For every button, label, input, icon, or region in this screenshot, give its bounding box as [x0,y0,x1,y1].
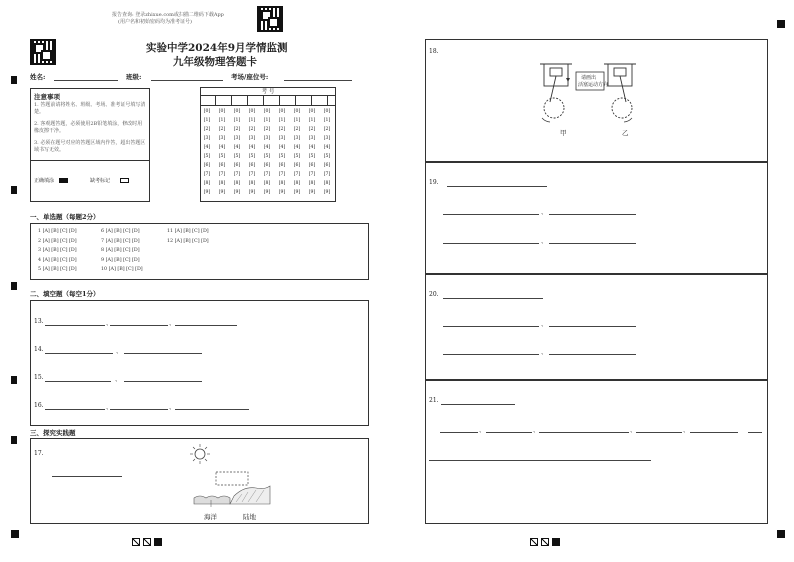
q17-blank-1[interactable] [52,476,122,477]
q16-sep-1: 、 [106,404,113,411]
exam-digit-bubble[interactable]: [8] [218,181,226,186]
page-mark-icon [154,538,162,546]
q21-blank-8[interactable] [429,460,651,461]
exam-digit-bubble[interactable]: [9] [203,190,211,195]
exam-digit-bubble[interactable]: [8] [323,181,331,186]
exam-digit-bubble[interactable]: [0] [278,109,286,114]
exam-digit-bubble[interactable]: [2] [308,127,316,132]
notice-line-1: 报告查询: 登录zhixue.com或扫描二维码下载App [112,12,224,18]
q13-sep-2: 、 [169,320,176,327]
q19-sep-2: 、 [541,238,548,245]
exam-digit-bubble[interactable]: [5] [203,154,211,159]
question-20-number: 20. [429,291,439,298]
choice-item-4[interactable]: 4 [A] [B] [C] [D] [38,257,77,263]
room-seat-label: 考场/座位号: [231,73,269,81]
alignment-mark [11,282,17,290]
q15-blank-2[interactable] [124,381,202,382]
choice-item-8[interactable]: 8 [A] [B] [C] [D] [101,248,140,253]
exam-digit-bubble[interactable]: [0] [263,109,271,114]
exam-digit-bubble[interactable]: [5] [323,154,331,159]
correct-fill-legend [34,178,71,185]
exam-digit-bubble[interactable]: [7] [308,172,316,177]
exam-digit-bubble[interactable]: [1] [323,118,331,123]
exam-number-column [307,107,317,197]
exam-number-column [277,107,287,197]
land-label: 陆地 [243,513,256,521]
exam-digit-bubble[interactable]: [5] [308,154,316,159]
q16-sep-2: 、 [169,404,176,411]
exam-digit-bubble[interactable]: [2] [323,127,331,132]
exam-digit-bubble[interactable]: [6] [248,163,256,168]
exam-title: 实验中学2024年9月学情监测 [146,42,288,54]
exam-digit-bubble[interactable]: [0] [218,109,226,114]
exam-digit-bubble[interactable]: [2] [203,127,211,132]
exam-digit-bubble[interactable]: [8] [248,181,256,186]
exam-digit-bubble[interactable]: [4] [323,145,331,150]
page-mark-icon [143,538,151,546]
exam-digit-bubble[interactable]: [2] [278,127,286,132]
correct-fill-label: 正确填涂 [34,178,55,184]
exam-digit-bubble[interactable]: [7] [293,172,301,177]
question-15-number: 15. [34,374,44,381]
exam-digit-bubble[interactable]: [5] [248,154,256,159]
exam-digit-bubble[interactable]: [8] [308,181,316,186]
question-18-number: 18. [429,48,439,55]
exam-digit-bubble[interactable]: [0] [233,109,241,114]
question-16-number: 16. [34,402,44,409]
page-mark-icon [552,538,560,546]
choice-item-10[interactable]: 10 [A] [B] [C] [D] [101,267,143,272]
app-qr-code [257,6,283,32]
exam-number-column [322,107,332,197]
exam-digit-bubble[interactable]: [8] [263,181,271,186]
q21-sep-3: 、 [630,427,637,434]
exam-number-column [262,107,272,197]
exam-digit-bubble[interactable]: [6] [278,163,286,168]
q19-blank-1[interactable] [447,186,547,187]
choice-item-5[interactable]: 5 [A] [B] [C] [D] [38,267,77,272]
alignment-mark [11,436,17,444]
exam-digit-bubble[interactable]: [3] [218,136,226,141]
q21-sep-4: 、 [683,427,690,434]
exam-digit-bubble[interactable]: [1] [233,118,241,123]
fill-blank-heading: 二、填空题（每空1分） [30,290,100,298]
exam-number-entry-row[interactable] [200,96,336,106]
q13-blank-2[interactable] [110,325,168,326]
q20-blank-1[interactable] [443,298,543,299]
exam-number-title: 考 号 [200,87,336,96]
q20-blank-5[interactable] [549,354,636,355]
q16-blank-2[interactable] [110,409,168,410]
exam-digit-bubble[interactable]: [4] [278,145,286,150]
question-13-number: 13. [34,318,44,325]
filled-box-icon [59,178,68,183]
notice-line-2: (用户名和初始密码均为准考证号) [118,19,192,25]
notes-divider [30,160,150,161]
exam-digit-bubble[interactable]: [3] [293,136,301,141]
q20-sep-2: 、 [541,349,548,356]
inquiry-heading: 三、探究实践题 [30,429,76,437]
exam-digit-bubble[interactable]: [5] [293,154,301,159]
exam-digit-bubble[interactable]: [7] [233,172,241,177]
exam-digit-bubble[interactable]: [1] [308,118,316,123]
page-mark-icon [132,538,140,546]
exam-digit-bubble[interactable]: [9] [293,190,301,195]
sea-label: 海洋 [204,513,217,521]
absent-checkbox[interactable] [120,178,129,183]
q21-blank-1[interactable] [441,404,515,405]
fill-blank-box [30,300,369,426]
exam-digit-bubble[interactable]: [8] [293,181,301,186]
q16-blank-3[interactable] [175,409,249,410]
exam-digit-bubble[interactable]: [1] [218,118,226,123]
exam-digit-bubble[interactable]: [1] [293,118,301,123]
q20-box [425,274,768,380]
choice-item-3[interactable]: 3 [A] [B] [C] [D] [38,248,77,253]
notes-item-1: 1. 答题前请将姓名、班级、考场、准考证号填写清楚。 [34,102,146,115]
q19-blank-5[interactable] [549,243,636,244]
choice-item-7[interactable]: 7 [A] [B] [C] [D] [101,238,140,244]
choice-item-1[interactable]: 1 [A] [B] [C] [D] [38,229,77,234]
engine-stroke-figure [536,56,646,140]
choice-item-6[interactable]: 6 [A] [B] [C] [D] [101,229,140,234]
name-field[interactable] [54,80,118,81]
exam-digit-bubble[interactable]: [2] [263,127,271,132]
q14-blank-1[interactable] [45,353,113,354]
q19-blank-4[interactable] [443,243,539,244]
q21-blank-6[interactable] [690,432,738,433]
exam-digit-bubble[interactable]: [5] [263,154,271,159]
q14-sep-1: 、 [116,348,123,355]
exam-digit-bubble[interactable]: [9] [248,190,256,195]
exam-digit-bubble[interactable]: [6] [218,163,226,168]
exam-digit-bubble[interactable]: [6] [263,163,271,168]
name-label: 姓名: [30,73,46,81]
exam-digit-bubble[interactable]: [9] [263,190,271,195]
q21-blank-4[interactable] [539,432,629,433]
q20-blank-3[interactable] [549,326,636,327]
exam-digit-bubble[interactable]: [7] [203,172,211,177]
sun-icon [190,444,210,464]
exam-digit-bubble[interactable]: [5] [218,154,226,159]
exam-number-column [202,107,212,197]
alignment-mark [11,530,19,538]
q19-sep-1: 、 [541,209,548,216]
question-19-number: 19. [429,179,439,186]
exam-digit-bubble[interactable]: [2] [248,127,256,132]
page-mark-icon [541,538,549,546]
choice-item-11[interactable]: 11 [A] [B] [C] [D] [167,229,209,234]
exam-digit-bubble[interactable]: [6] [233,163,241,168]
exam-digit-bubble[interactable]: [2] [293,127,301,132]
q21-blank-2[interactable] [440,432,478,433]
page-mark-icon [530,538,538,546]
q19-blank-3[interactable] [549,214,636,215]
absent-mark-legend [90,178,132,185]
sea-surface [194,496,230,504]
q20-sep-1: 、 [541,321,548,328]
page-marks-right [530,531,563,550]
exam-digit-bubble[interactable]: [3] [233,136,241,141]
class-label: 班级: [126,73,142,81]
q21-blank-7[interactable] [748,432,762,433]
exam-number-column [217,107,227,197]
exam-digit-bubble[interactable]: [3] [263,136,271,141]
exam-digit-bubble[interactable]: [0] [308,109,316,114]
q21-sep-2: 、 [533,427,540,434]
exam-digit-bubble[interactable]: [9] [218,190,226,195]
exam-digit-bubble[interactable]: [1] [263,118,271,123]
exam-digit-bubble[interactable]: [2] [218,127,226,132]
exam-digit-bubble[interactable]: [4] [293,145,301,150]
exam-digit-bubble[interactable]: [0] [323,109,331,114]
exam-digit-bubble[interactable]: [9] [278,190,286,195]
exam-digit-bubble[interactable]: [6] [203,163,211,168]
exam-digit-bubble[interactable]: [3] [278,136,286,141]
q20-blank-2[interactable] [443,326,539,327]
exam-digit-bubble[interactable]: [1] [278,118,286,123]
choice-item-12[interactable]: 12 [A] [B] [C] [D] [167,238,209,244]
answer-card-title: 九年级物理答题卡 [173,56,257,68]
exam-digit-bubble[interactable]: [7] [248,172,256,177]
single-choice-heading: 一、单选题（每题2分） [30,213,100,221]
exam-number-column [292,107,302,197]
exam-digit-bubble[interactable]: [0] [203,109,211,114]
q21-box [425,380,768,524]
exam-digit-bubble[interactable]: [7] [323,172,331,177]
alignment-mark [11,376,17,384]
exam-digit-bubble[interactable]: [8] [233,181,241,186]
q13-blank-3[interactable] [175,325,237,326]
exam-digit-bubble[interactable]: [2] [233,127,241,132]
alignment-mark [11,76,17,84]
exam-digit-bubble[interactable]: [3] [308,136,316,141]
exam-number-column [247,107,257,197]
absent-mark-label: 缺考标记 [90,178,111,184]
question-14-number: 14. [34,346,44,353]
piston-box-text-1: 请画出 [581,75,597,81]
exam-digit-bubble[interactable]: [0] [293,109,301,114]
land-hill [230,486,270,504]
notes-title: 注意事项 [34,93,60,101]
q21-blank-3[interactable] [486,432,532,433]
engine-label-left: 甲 [560,129,567,137]
wind-direction-box[interactable] [216,472,248,485]
exam-digit-bubble[interactable]: [7] [218,172,226,177]
exam-digit-bubble[interactable]: [4] [218,145,226,150]
notes-item-2: 2. 客观题答题，必须使用2B铅笔填涂，修改时用橡皮擦干净。 [34,121,143,134]
exam-digit-bubble[interactable]: [5] [233,154,241,159]
q21-blank-5[interactable] [636,432,682,433]
alignment-mark [777,20,785,28]
q15-blank-1[interactable] [45,381,111,382]
exam-digit-bubble[interactable]: [9] [323,190,331,195]
room-seat-field[interactable] [284,80,352,81]
cylinder-right [604,64,636,122]
exam-digit-bubble[interactable]: [7] [263,172,271,177]
student-qr-code [30,39,56,65]
exam-digit-bubble[interactable]: [8] [278,181,286,186]
exam-digit-bubble[interactable]: [6] [293,163,301,168]
exam-digit-bubble[interactable]: [4] [308,145,316,150]
exam-digit-bubble[interactable]: [0] [248,109,256,114]
q14-blank-2[interactable] [124,353,202,354]
exam-number-column [232,107,242,197]
piston-box-text-2: 活塞运动方向 [578,82,609,88]
exam-digit-bubble[interactable]: [9] [233,190,241,195]
exam-digit-bubble[interactable]: [1] [248,118,256,123]
choice-item-9[interactable]: 9 [A] [B] [C] [D] [101,257,140,263]
engine-label-right: 乙 [622,129,629,137]
exam-digit-bubble[interactable]: [6] [308,163,316,168]
choice-item-2[interactable]: 2 [A] [B] [C] [D] [38,238,77,244]
exam-digit-bubble[interactable]: [5] [278,154,286,159]
exam-digit-bubble[interactable]: [7] [278,172,286,177]
page-marks-left [132,531,165,550]
q13-blank-1[interactable] [45,325,105,326]
q15-sep-1: 、 [115,376,122,383]
q20-blank-4[interactable] [443,354,539,355]
class-field[interactable] [151,80,223,81]
question-21-number: 21. [429,397,439,404]
q13-sep-1: 、 [106,320,113,327]
exam-digit-bubble[interactable]: [1] [203,118,211,123]
q19-box [425,162,768,274]
alignment-mark [777,530,785,538]
exam-digit-bubble[interactable]: [8] [203,181,211,186]
exam-digit-bubble[interactable]: [3] [203,136,211,141]
exam-digit-bubble[interactable]: [4] [248,145,256,150]
q21-sep-1: 、 [479,427,486,434]
q19-blank-2[interactable] [443,214,539,215]
cylinder-left [540,64,572,122]
sea-land-breeze-figure [184,442,274,510]
notes-item-3: 3. 必须在题号对应的答题区域内作答，超出答题区域书写无效。 [34,140,146,153]
q16-blank-1[interactable] [45,409,105,410]
alignment-mark [11,186,17,194]
exam-digit-bubble[interactable]: [6] [323,163,331,168]
exam-digit-bubble[interactable]: [4] [233,145,241,150]
question-17-number: 17. [34,450,44,457]
exam-digit-bubble[interactable]: [9] [308,190,316,195]
exam-digit-bubble[interactable]: [3] [248,136,256,141]
exam-digit-bubble[interactable]: [4] [203,145,211,150]
exam-digit-bubble[interactable]: [3] [323,136,331,141]
exam-digit-bubble[interactable]: [4] [263,145,271,150]
